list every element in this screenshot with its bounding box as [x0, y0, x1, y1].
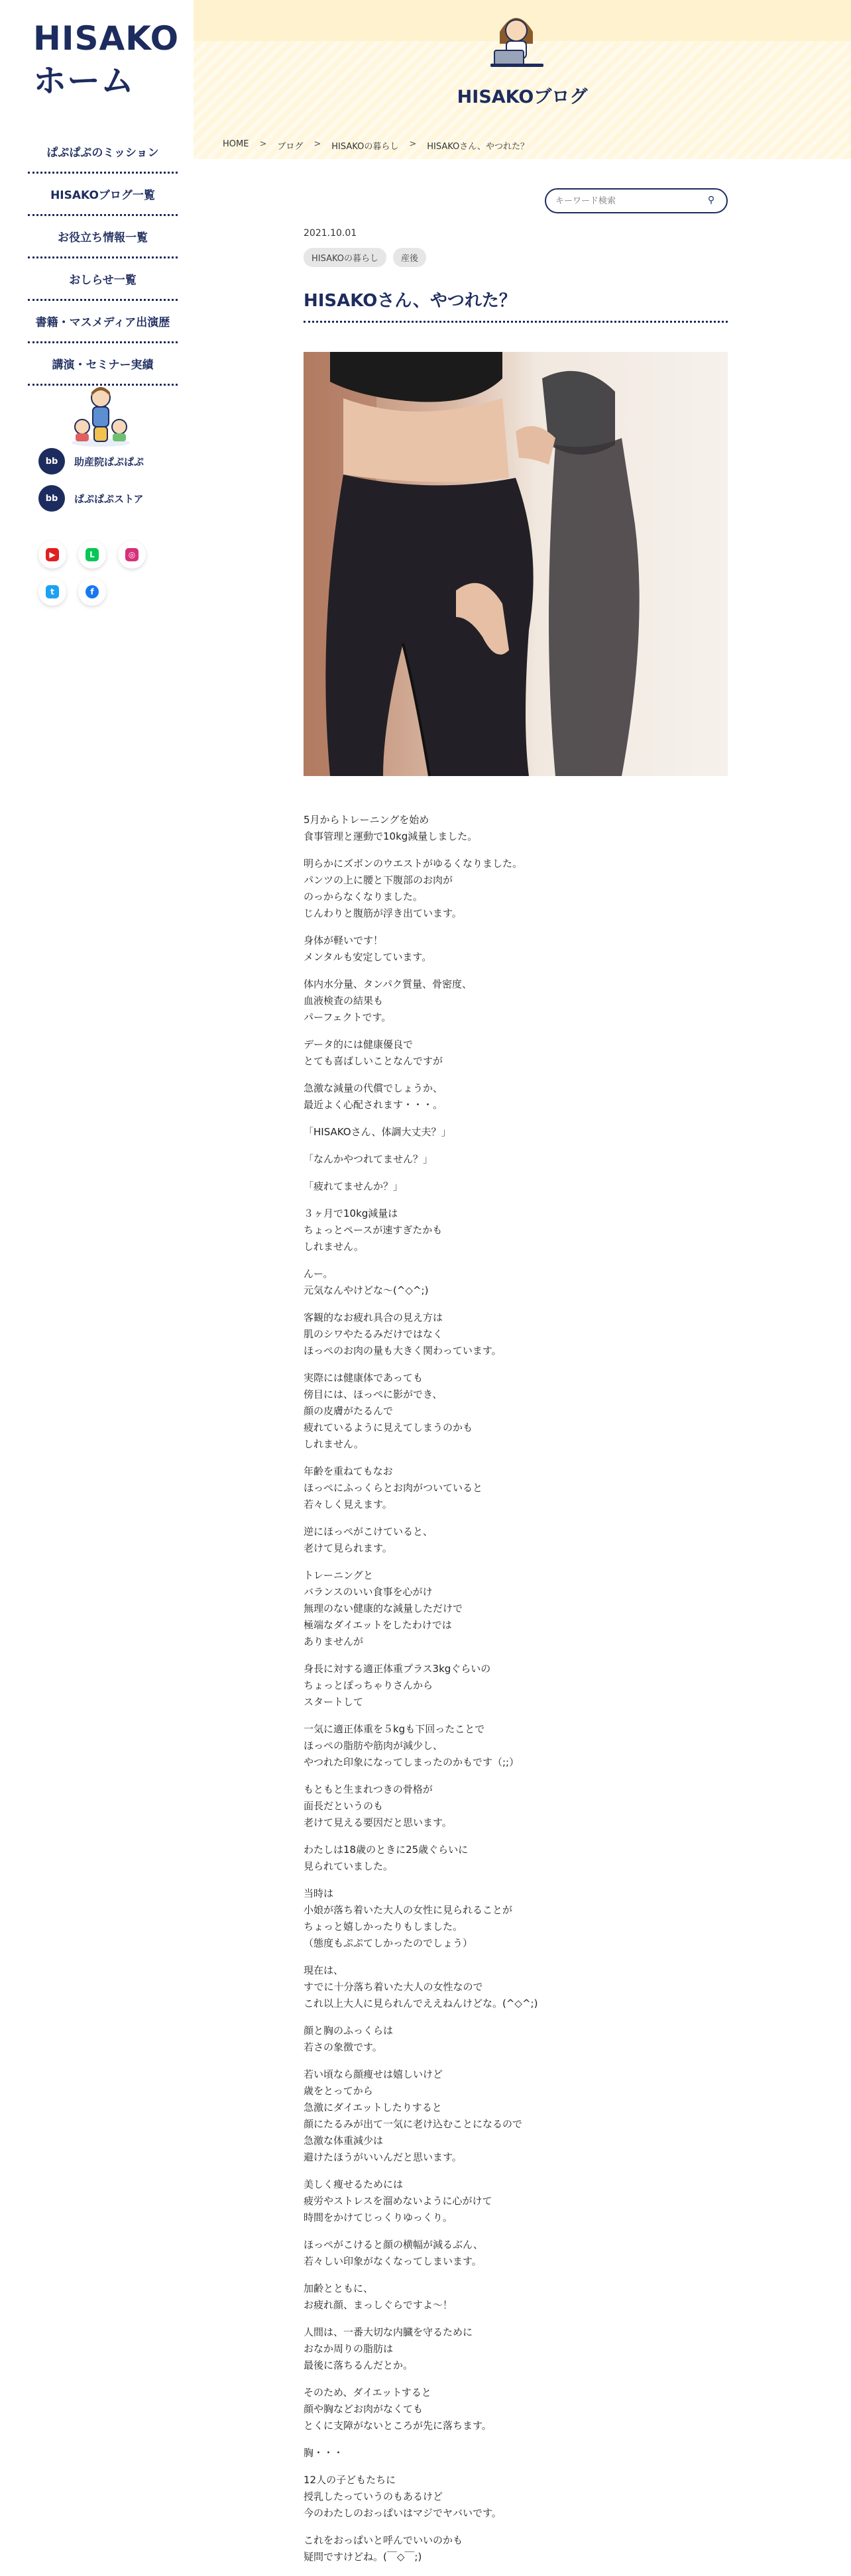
- article-paragraph: 身体が軽いです！ メンタルも安定しています。: [304, 934, 432, 963]
- line-button[interactable]: [78, 541, 106, 569]
- article-paragraph: 若い頃なら顔痩せは嬉しいけど 歳をとってから 急激にダイエットしたりすると 顔にたるみが出て一気に老け込むことになるので 急激な体重減少は 避けたほうがいいんだと思います。: [304, 2068, 523, 2163]
- article: [304, 228, 728, 2576]
- article-paragraph: 「なんかやつれてません？」: [304, 1153, 433, 1165]
- search-input[interactable]: [555, 196, 705, 206]
- side-link-clinic-label: 助産院ぱぷぱぷ: [74, 455, 144, 468]
- social-links: [38, 541, 184, 606]
- line-icon: L: [85, 548, 99, 561]
- nav-item-blog-list[interactable]: HISAKOブログ一覧: [28, 174, 178, 216]
- article-paragraph: 顔と胸のふっくらは 若さの象徴です。: [304, 2025, 394, 2053]
- breadcrumb-category[interactable]: HISAKOの暮らし: [331, 142, 399, 152]
- instagram-button[interactable]: [118, 541, 146, 569]
- breadcrumb-separator: >: [313, 139, 321, 149]
- article-date: 2021.10.01: [304, 228, 357, 239]
- article-paragraph: 明らかにズボンのウエストがゆるくなりました。 パンツの上に腰と下腹部のお肉が のっからなくなりました。 じんわりと腹筋が浮き出ています。: [304, 858, 523, 919]
- article-paragraph: 加齢とともに、 お疲れ顔、まっしぐらですよ〜！: [304, 2282, 453, 2311]
- breadcrumb-home[interactable]: HOME: [223, 139, 249, 149]
- article-paragraph: 体内水分量、タンパク質量、骨密度、 血液検査の結果も パーフェクトです。: [304, 978, 472, 1023]
- tag-chip[interactable]: 産後: [393, 248, 426, 267]
- article-paragraph: これをおっぱいと呼んでいいのかも 疑問ですけどね。(￣◇￣;): [304, 2534, 463, 2563]
- article-paragraph: 「HISAKOさん、体調大丈夫？」: [304, 1126, 451, 1138]
- article-paragraph: ３ヶ月で10kg減量は ちょっとペースが速すぎたかも しれません。: [304, 1207, 443, 1253]
- nav-item-seminars[interactable]: 講演・セミナー実績: [28, 343, 178, 386]
- article-paragraph: ほっぺがこけると顔の横幅が減るぶん、 若々しい印象がなくなってしまいます。: [304, 2239, 483, 2267]
- search-icon[interactable]: ⚲: [707, 195, 715, 205]
- article-paragraph: 実際には健康体であっても 傍目には、ほっぺに影ができ、 顔の皮膚がたるんで 疲れているように見えてしまうのかも しれません。: [304, 1372, 473, 1450]
- clinic-logo-icon: bb: [38, 448, 65, 475]
- breadcrumb-separator: >: [259, 139, 267, 149]
- page-header-banner: [194, 0, 851, 159]
- instagram-icon: ◎: [125, 548, 139, 561]
- article-paragraph: 一気に適正体重を５kgも下回ったことで ほっぺの脂肪や筋肉が減少し、 やつれた印象になってしまったのかもです（;;）: [304, 1723, 520, 1768]
- sidebar: [0, 0, 194, 2553]
- article-paragraph: もともと生まれつきの骨格が 面長だというのも 老けて見える要因だと思います。: [304, 1783, 452, 1828]
- side-link-clinic[interactable]: [38, 448, 144, 475]
- article-body: [304, 812, 728, 2565]
- twitter-button[interactable]: [38, 578, 66, 606]
- breadcrumb-separator: >: [409, 139, 417, 149]
- article-paragraph: 「疲れてませんか？」: [304, 1180, 404, 1192]
- youtube-button[interactable]: [38, 541, 66, 569]
- article-paragraph: 現在は、 すでに十分落ち着いた大人の女性なので これ以上大人に見られんでええねんけどな。(^◇^;): [304, 1964, 538, 2009]
- twitter-icon: t: [46, 585, 59, 598]
- nav-item-useful-info[interactable]: お役立ち情報一覧: [28, 216, 178, 258]
- article-paragraph: 当時は 小娘が落ち着いた大人の女性に見られることが ちょっと嬉しかったりもしました。 （態度もぷぷてしかったのでしょう）: [304, 1887, 513, 1949]
- side-link-store-label: ぱぷぱぷストア: [74, 492, 144, 505]
- facebook-button[interactable]: [78, 578, 106, 606]
- breadcrumb-current: HISAKOさん、やつれた？: [427, 142, 530, 152]
- breadcrumb: [223, 139, 529, 152]
- logo-line-1: HISAKO: [33, 19, 180, 58]
- article-hero-image: [304, 352, 728, 776]
- tag-chip[interactable]: HISAKOの暮らし: [304, 248, 386, 267]
- sidebar-nav: [28, 131, 178, 386]
- article-paragraph: 12人の子どもたちに 授乳したっていうのもあるけど 今のわたしのおっぱいはマジでヤバいです。: [304, 2474, 502, 2519]
- article-paragraph: 美しく痩せるためには 疲労やストレスを溜めないように心がけて 時間をかけてじっくりゆっくり。: [304, 2178, 492, 2223]
- page-title: HISAKOブログ: [457, 87, 588, 107]
- article-paragraph: 客観的なお疲れ具合の見え方は 肌のシワやたるみだけではなく ほっぺのお肉の量も大きく関わっています。: [304, 1312, 502, 1357]
- article-paragraph: 5月からトレーニングを始め 食事管理と運動で10kg減量しました。: [304, 814, 478, 842]
- mascot-laptop-illustration: [480, 4, 553, 70]
- article-paragraph: 胸・・・: [304, 2447, 344, 2459]
- article-paragraph: そのため、ダイエットすると 顔や胸などお肉がなくても とくに支障がないところが先に落ちます。: [304, 2386, 492, 2432]
- facebook-icon: f: [85, 585, 99, 598]
- store-logo-icon: bb: [38, 485, 65, 512]
- nav-item-mission[interactable]: ぱぷぱぷのミッション: [28, 131, 178, 174]
- article-paragraph: 人間は、一番大切な内臓を守るために おなか周りの脂肪は 最後に落ちるんだとか。: [304, 2326, 473, 2371]
- youtube-icon: ▶: [46, 548, 59, 561]
- article-paragraph: 逆にほっぺがこけていると、 老けて見られます。: [304, 1526, 433, 1554]
- article-paragraph: わたしは18歳のときに25歳ぐらいに 見られていました。: [304, 1844, 469, 1872]
- article-paragraph: 急激な減量の代償でしょうか、 最近よく心配されます・・・。: [304, 1082, 443, 1111]
- logo-line-2: ホーム: [33, 62, 135, 100]
- nav-item-news[interactable]: おしらせ一覧: [28, 258, 178, 301]
- breadcrumb-blog[interactable]: ブログ: [277, 142, 304, 152]
- article-paragraph: 年齢を重ねてもなお ほっぺにふっくらとお肉がついていると 若々しく見えます。: [304, 1465, 483, 1510]
- article-paragraph: んー。 元気なんやけどな〜(^◇^;): [304, 1268, 429, 1296]
- site-logo[interactable]: [33, 17, 180, 102]
- mascot-family-illustration: [64, 383, 138, 448]
- article-paragraph: トレーニングと バランスのいい食事を心がけ 無理のない健康的な減量しただけで 極端なダイエットをしたわけでは ありませんが: [304, 1569, 463, 1648]
- side-link-store[interactable]: [38, 485, 144, 512]
- article-tags: [304, 248, 728, 267]
- nav-item-media[interactable]: 書籍・マスメディア出演歴: [28, 301, 178, 343]
- article-title: HISAKOさん、やつれた？: [304, 287, 728, 323]
- search-box: [545, 188, 728, 213]
- article-paragraph: 身長に対する適正体重プラス3kgぐらいの ちょっとぽっちゃりさんから スタートして: [304, 1663, 491, 1708]
- article-paragraph: データ的には健康優良で とても喜ばしいことなんですが: [304, 1038, 443, 1067]
